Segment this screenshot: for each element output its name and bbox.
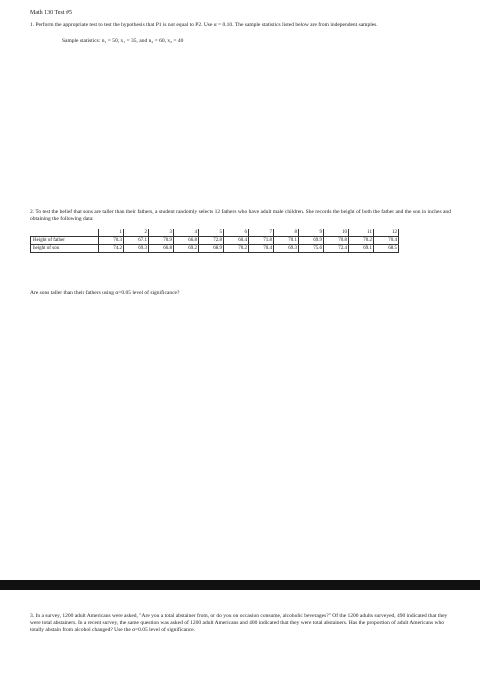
father-height-cell: 70.4 — [374, 237, 399, 245]
table-row-son — [31, 245, 399, 253]
son-height-cell: 69.3 — [274, 245, 299, 253]
table-header-row — [31, 229, 399, 237]
son-height-cell: 72.4 — [324, 245, 349, 253]
question-1-sample-stats: Sample statistics: n₁ = 50, x₁ = 35, and n₂ = 60, x₂ = 40 — [62, 38, 184, 44]
column-header: 8 — [274, 229, 299, 237]
row-label-son: height of son — [31, 245, 99, 253]
table-corner-cell — [31, 229, 99, 237]
question-2-prompt: Are sons taller than their fathers using α=0.05 level of significance? — [30, 290, 180, 296]
father-height-cell: 67.1 — [124, 237, 149, 245]
page-sheet-bottom — [0, 590, 480, 700]
father-height-cell: 72.8 — [199, 237, 224, 245]
son-height-cell: 68.5 — [374, 245, 399, 253]
son-height-cell: 70.4 — [249, 245, 274, 253]
son-height-cell: 66.8 — [149, 245, 174, 253]
father-height-cell: 70.2 — [349, 237, 374, 245]
page-divider — [0, 580, 480, 590]
row-label-father: Height of father — [31, 237, 99, 245]
heights-table — [30, 229, 399, 253]
father-height-cell: 70.8 — [324, 237, 349, 245]
son-height-cell: 69.3 — [124, 245, 149, 253]
column-header: 7 — [249, 229, 274, 237]
father-height-cell: 71.8 — [249, 237, 274, 245]
column-header: 10 — [324, 229, 349, 237]
column-header: 5 — [199, 229, 224, 237]
column-header: 12 — [374, 229, 399, 237]
column-header: 4 — [174, 229, 199, 237]
father-height-cell: 60.4 — [224, 237, 249, 245]
father-height-cell: 70.9 — [149, 237, 174, 245]
table-row-father — [31, 237, 399, 245]
question-1-text: 1. Perform the appropriate test to test the hypothesis that P1 is not equal to P2. Use α = 0.10. The sample statistics listed below are from independent samples. — [30, 22, 378, 28]
father-height-cell: 70.3 — [99, 237, 124, 245]
father-height-cell: 70.1 — [274, 237, 299, 245]
father-height-cell: 69.9 — [299, 237, 324, 245]
question-2-text: 2. To test the belief that sons are taller than their fathers, a student randomly selects 12 fathers who have adult male children. She records the height of both the father and the son in inches and obtaining the following data: — [30, 209, 451, 222]
father-height-cell: 66.8 — [174, 237, 199, 245]
son-height-cell: 74.2 — [99, 245, 124, 253]
son-height-cell: 75.6 — [299, 245, 324, 253]
column-header: 11 — [349, 229, 374, 237]
son-height-cell: 69.2 — [174, 245, 199, 253]
column-header: 1 — [99, 229, 124, 237]
column-header: 3 — [149, 229, 174, 237]
document-header: Math 130 Test #5 — [30, 10, 72, 16]
column-header: 9 — [299, 229, 324, 237]
son-height-cell: 68.9 — [199, 245, 224, 253]
question-3-text: 3. In a survey, 1200 adult Americans were asked, "Are you a total abstainer from, or do you on occasion consume, alcoholic beverages?" Of the 1200 adults surveyed, 490 indicated that they were total abstainers. In a recent survey, the same question was asked of 1200 adult Americans and 400 indicated that they were total abstainers. Has the proportion of adult Americans who totally abstain from alcohol changed? Use the α=0.05 level of significance. — [30, 613, 448, 633]
column-header: 2 — [124, 229, 149, 237]
son-height-cell: 69.1 — [349, 245, 374, 253]
son-height-cell: 70.2 — [224, 245, 249, 253]
column-header: 6 — [224, 229, 249, 237]
